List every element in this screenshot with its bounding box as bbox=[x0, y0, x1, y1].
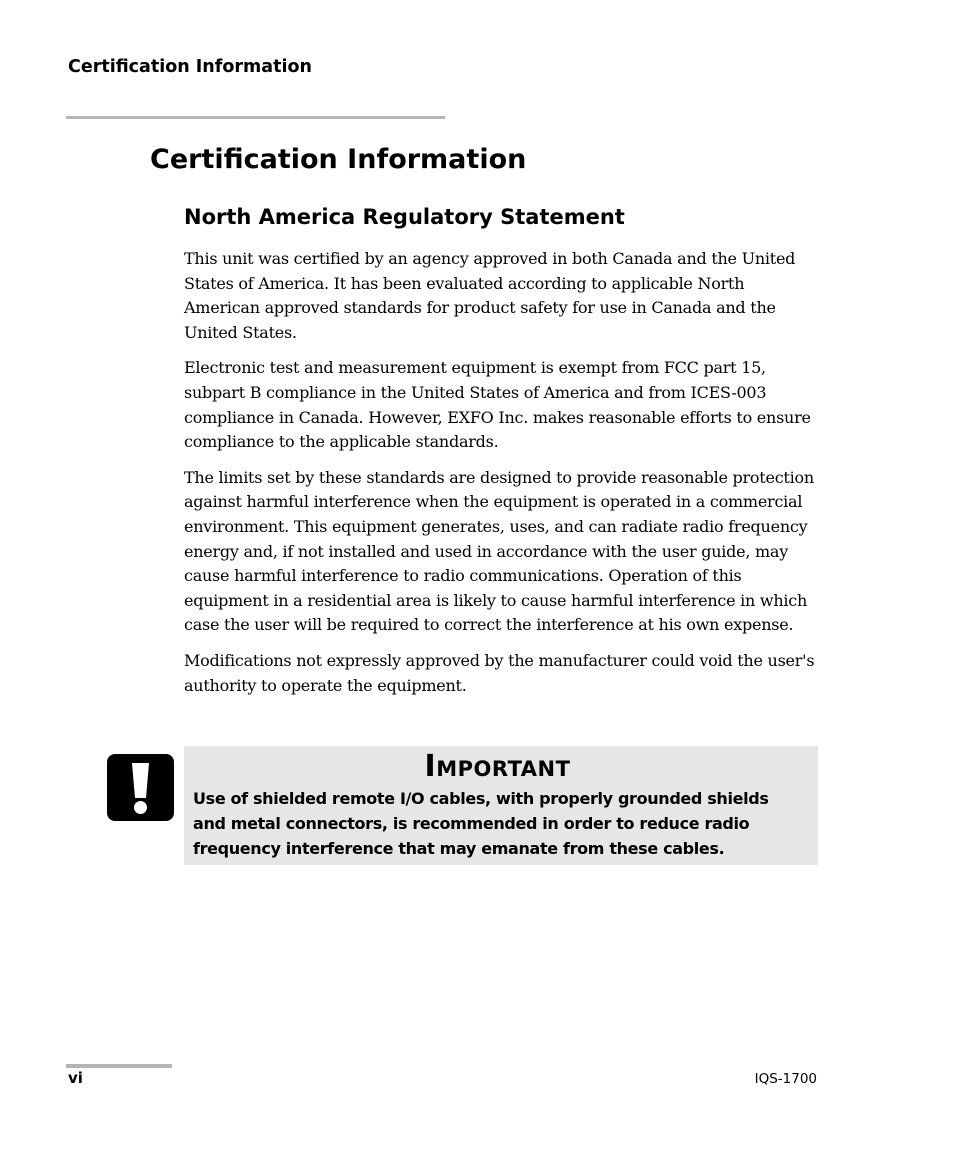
important-heading: Important bbox=[424, 749, 571, 784]
important-notice bbox=[184, 746, 818, 865]
running-header: Certification Information bbox=[68, 57, 312, 77]
paragraph: Electronic test and measurement equipment is exempt from FCC part 15, subpart B compliance in the United States of America and from ICES-003 compliance in Canada. However, EXFO Inc. makes reasonable efforts to ensure compliance to the applicable standards. bbox=[184, 358, 811, 452]
paragraph: The limits set by these standards are designed to provide reasonable protection against harmful interference when the equipment is operated in a commercial environment. This equipment generates, uses, and can radiate radio frequency energy and, if not installed and used in accordance with the user guide, may cause harmful interference to radio communications. Operation of this equipment in a residential area is likely to cause harmful interference in which case the user will be required to correct the interference at his own expense. bbox=[184, 467, 814, 635]
page-title: Certification Information bbox=[150, 144, 527, 175]
product-name: IQS-1700 bbox=[754, 1071, 817, 1087]
page-number: vi bbox=[68, 1069, 83, 1087]
paragraph: Modifications not expressly approved by the manufacturer could void the user's authority to operate the equipment. bbox=[184, 650, 815, 695]
exclamation-icon bbox=[107, 754, 174, 821]
important-text: Use of shielded remote I/O cables, with properly grounded shields and metal connectors, is recommended in order to reduce radio frequency interference that may emanate from these cables. bbox=[193, 789, 769, 858]
footer-rule bbox=[66, 1064, 172, 1068]
paragraph: This unit was certified by an agency approved in both Canada and the United States of America. It has been evaluated according to applicable North American approved standards for product safety for use in Canada and the United States. bbox=[184, 249, 796, 342]
section-title: North America Regulatory Statement bbox=[184, 205, 625, 229]
header-rule bbox=[66, 116, 445, 119]
body-text bbox=[184, 247, 818, 709]
